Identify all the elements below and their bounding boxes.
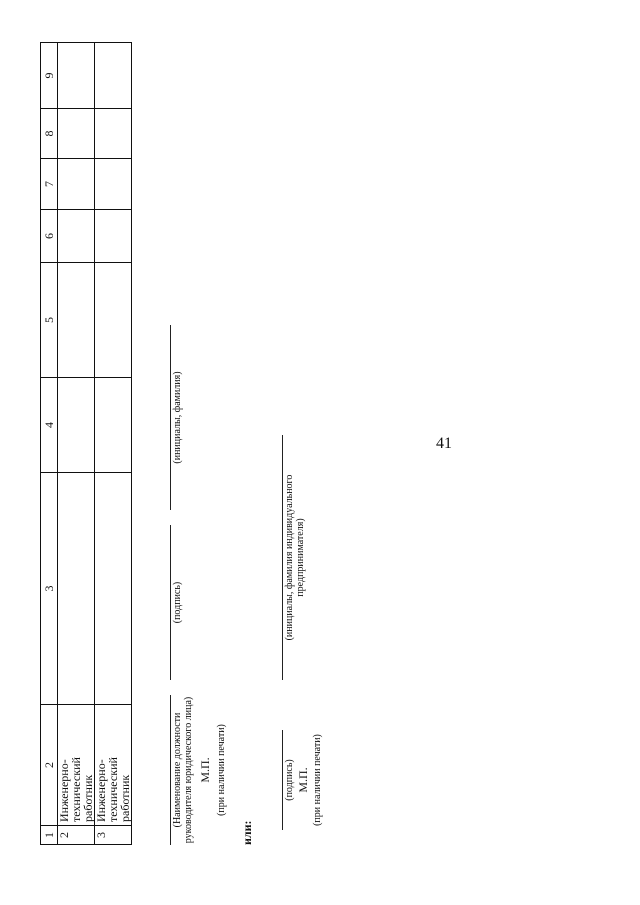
table-cell xyxy=(95,109,132,159)
initials-caption: (инициалы, фамилия) xyxy=(172,371,183,464)
entrepreneur-signature-line xyxy=(282,730,283,830)
table-cell xyxy=(58,159,95,210)
stamp-mp: М.П. xyxy=(198,757,212,783)
table-row xyxy=(95,43,132,845)
table-cell xyxy=(58,210,95,263)
signature-line xyxy=(170,525,171,680)
row-position-name: Инженерно-технический работник xyxy=(95,705,132,826)
table-cell xyxy=(58,378,95,473)
table-cell xyxy=(58,109,95,159)
entrepreneur-stamp-note: (при наличии печати) xyxy=(312,734,323,826)
table-cell xyxy=(95,378,132,473)
table-cell xyxy=(95,263,132,378)
signature-caption: (подпись) xyxy=(172,581,183,624)
table-header-cell: 1 xyxy=(41,826,58,845)
table-header-cell: 9 xyxy=(41,43,58,109)
data-table xyxy=(40,42,132,845)
table-header-cell: 8 xyxy=(41,109,58,159)
table-cell xyxy=(95,43,132,109)
table-cell xyxy=(58,263,95,378)
table-cell xyxy=(58,473,95,705)
entrepreneur-stamp-mp: М.П. xyxy=(296,767,310,793)
table-header-cell: 4 xyxy=(41,378,58,473)
initials-line xyxy=(170,325,171,510)
page-number: 41 xyxy=(436,435,452,452)
table-header-cell: 3 xyxy=(41,473,58,705)
or-label: или: xyxy=(240,820,254,845)
entrepreneur-initials-caption: (инициалы, фамилия индивидуального предпринимателя) xyxy=(284,474,306,641)
table-row xyxy=(58,43,95,845)
position-line xyxy=(170,695,171,845)
row-number: 3 xyxy=(95,826,132,845)
table-cell xyxy=(95,159,132,210)
table-header-cell: 5 xyxy=(41,263,58,378)
entrepreneur-initials-line xyxy=(282,435,283,680)
position-caption: (Наименование должности руководителя юридического лица) xyxy=(172,696,194,844)
row-position-name: Инженерно-технический работник xyxy=(58,705,95,826)
table-header-row xyxy=(41,43,58,845)
row-number: 2 xyxy=(58,826,95,845)
table-header-cell: 7 xyxy=(41,159,58,210)
stamp-note: (при наличии печати) xyxy=(216,724,227,816)
table-cell xyxy=(95,473,132,705)
entrepreneur-signature-caption: (подпись) xyxy=(284,759,295,801)
table-cell xyxy=(58,43,95,109)
table-header-cell: 2 xyxy=(41,705,58,826)
table-header-cell: 6 xyxy=(41,210,58,263)
table-cell xyxy=(95,210,132,263)
